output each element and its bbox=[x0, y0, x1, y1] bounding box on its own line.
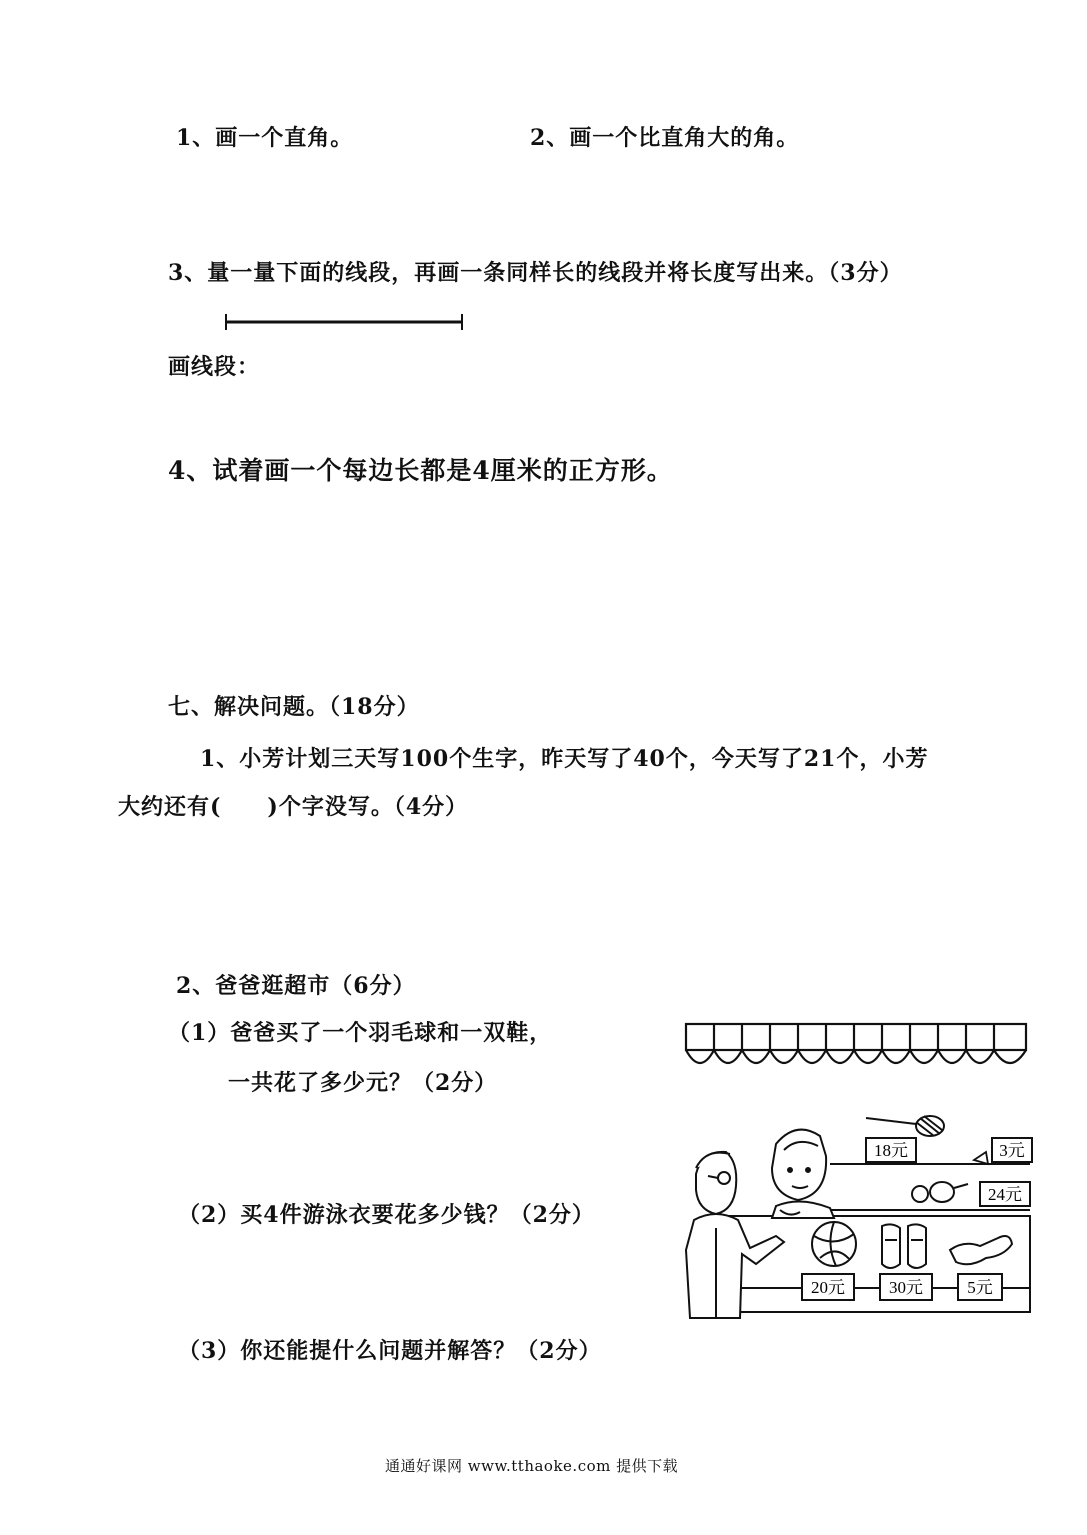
customer-figure bbox=[686, 1152, 784, 1318]
racket-icon bbox=[866, 1116, 944, 1136]
question-supermarket-title: 2、爸爸逛超市（6分） bbox=[176, 973, 416, 999]
price-tag-goggles bbox=[980, 1182, 1030, 1206]
draw-segment-label: 画线段： bbox=[168, 354, 261, 380]
price-tag-shuttlecock bbox=[992, 1138, 1032, 1162]
question-supermarket-part3: （3）你还能提什么问题并解答？（2分） bbox=[178, 1338, 602, 1364]
swimsuit-icon bbox=[950, 1236, 1012, 1264]
price-shuttlecock: 3元 bbox=[999, 1141, 1025, 1160]
shuttlecock-icon bbox=[974, 1152, 988, 1164]
store-awning bbox=[686, 1024, 1026, 1063]
goggles-icon bbox=[912, 1182, 968, 1202]
price-shoes: 30元 bbox=[889, 1278, 923, 1297]
question-supermarket-part2: （2）买4件游泳衣要花多少钱？（2分） bbox=[178, 1202, 595, 1228]
price-ball: 20元 bbox=[811, 1278, 845, 1297]
price-tag-ball bbox=[802, 1274, 854, 1300]
sample-line-segment bbox=[220, 310, 470, 334]
section-title-solve-problems: 七、解决问题。（18分） bbox=[168, 694, 420, 720]
footer-source: 通通好课网 www.tthaoke.com 提供下载 bbox=[385, 1457, 679, 1475]
question-measure-segment: 3、量一量下面的线段，再画一条同样长的线段并将长度写出来。（3分） bbox=[168, 260, 903, 286]
price-tag-shoes bbox=[880, 1274, 932, 1300]
question-xiaofang-line2: 大约还有( )个字没写。（4分） bbox=[118, 794, 469, 820]
question-draw-obtuse-angle: 2、画一个比直角大的角。 bbox=[530, 125, 800, 151]
shoes-icon bbox=[882, 1224, 926, 1268]
price-racket: 18元 bbox=[874, 1141, 908, 1160]
price-tag-swimsuit bbox=[958, 1274, 1002, 1300]
question-supermarket-part1-line2: 一共花了多少元？（2分） bbox=[228, 1070, 498, 1096]
question-xiaofang-line1: 1、小芳计划三天写100个生字，昨天写了40个，今天写了21个，小芳 bbox=[200, 746, 929, 772]
ball-icon bbox=[812, 1222, 856, 1266]
price-tag-racket bbox=[866, 1138, 916, 1162]
question-draw-square: 4、试着画一个每边长都是4厘米的正方形。 bbox=[168, 456, 673, 485]
price-swimsuit: 5元 bbox=[967, 1278, 993, 1297]
price-goggles: 24元 bbox=[988, 1185, 1022, 1204]
question-supermarket-part1-line1: （1）爸爸买了一个羽毛球和一双鞋， bbox=[168, 1020, 553, 1046]
store-illustration bbox=[680, 1018, 1040, 1334]
question-draw-right-angle: 1、画一个直角。 bbox=[176, 125, 354, 151]
shopkeeper-figure bbox=[772, 1130, 834, 1218]
